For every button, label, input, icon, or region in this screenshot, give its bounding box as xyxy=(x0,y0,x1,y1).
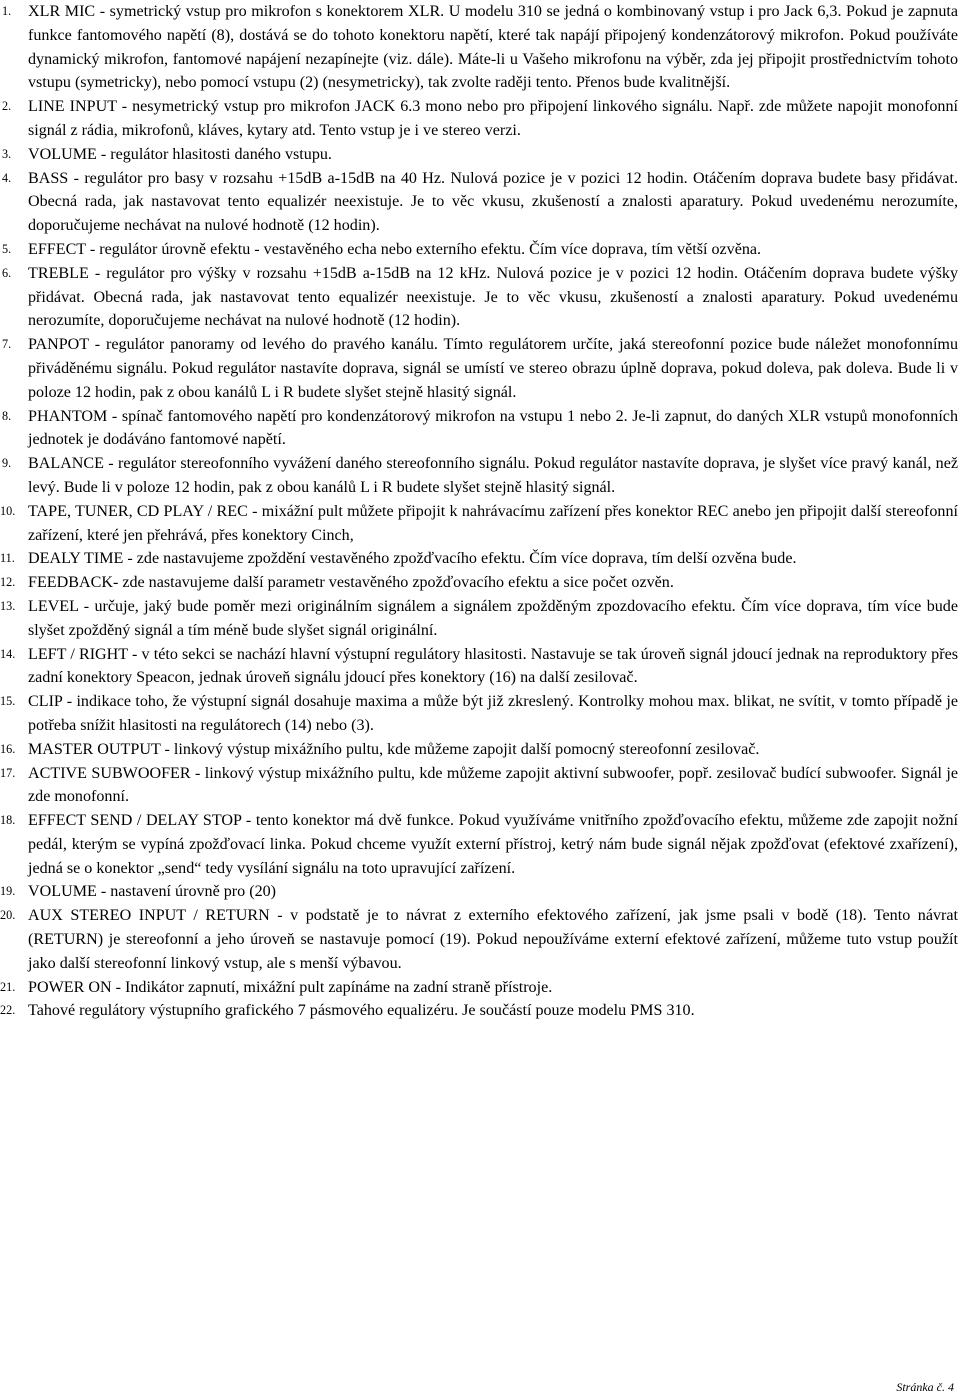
item-text: PHANTOM - spínač fantomového napětí pro kondenzátorový mikrofon na vstupu 1 nebo 2. Je-li zapnut, do daných XLR vstupů monofonních jednotek je dodáváno fantomové napětí. xyxy=(28,407,958,449)
item-text: BALANCE - regulátor stereofonního vyvážení daného stereofonního signálu. Pokud regulátor nastavíte doprava, je slyšet více pravý kanál, než levý. Bude li v poloze 12 hodin, pak z obou kanálů L i R budete slyšet stejně hlasitý signál. xyxy=(28,455,958,496)
list-item xyxy=(0,690,958,738)
list-item xyxy=(0,405,958,453)
item-number: 10. xyxy=(0,503,16,518)
item-number: 12. xyxy=(0,575,16,590)
item-text: MASTER OUTPUT - linkový výstup mixážního pultu, kde můžeme zapojit další pomocný stereofonní zesilovač. xyxy=(28,740,760,758)
item-number: 8. xyxy=(2,408,12,423)
item-number: 7. xyxy=(2,337,12,352)
item-number: 16. xyxy=(0,741,16,756)
list-item xyxy=(0,452,958,500)
item-text: TAPE, TUNER, CD PLAY / REC - mixážní pult můžete připojit k nahrávacímu zařízení přes konektor REC anebo jen připojit další stereofonní zařízení, které jen přehrává, přes konektory Cinch, xyxy=(28,502,958,544)
item-text: CLIP - indikace toho, že výstupní signál dosahuje maxima a může být již zkreslený. Kontrolky mohou max. blikat, ne svítit, v tomto případě je potřeba snížit hlasitosti na regulátorech (14) nebo (3). xyxy=(28,693,958,734)
item-number: 20. xyxy=(0,908,16,923)
list-item xyxy=(0,762,958,810)
item-number: 1. xyxy=(2,4,12,18)
item-text: AUX STEREO INPUT / RETURN - v podstatě je to návrat z externího efektového zařízení, jak jsme psali v bodě (18). Tento návrat (RETURN) je stereofonní a jeho úroveň se nastavuje pomocí (19). Pokud nepoužíváme externí efektové zařízení, můžeme tuto vstup použít jako další stereofonní linkový vstup, ale s menší výbavou. xyxy=(28,907,958,972)
list-item xyxy=(0,643,958,691)
list-item xyxy=(0,904,958,975)
item-number: 4. xyxy=(2,170,12,185)
item-text: VOLUME - nastavení úrovně pro (20) xyxy=(28,883,277,901)
item-text: FEEDBACK- zde nastavujeme další parametr vestavěného zpožďovacího efektu a sice počet ozvěn. xyxy=(28,574,674,592)
item-text: PANPOT - regulátor panoramy od levého do pravého kanálu. Tímto regulátorem určíte, jaká stereofonní pozice bude náležet monofonnímu přiváděnému signálu. Pokud regulátor nastavíte doprava, signál se umístí ve stereo obrazu úplně doprava, pokud doleva, pak doleva. Bude li v poloze 12 hodin, pak z obou kanálů L i R budete slyšet stejně hlasitý signál. xyxy=(28,336,958,401)
list-item xyxy=(0,262,958,333)
list-item xyxy=(0,976,958,1000)
item-text: LINE INPUT - nesymetrický vstup pro mikrofon JACK 6.3 mono nebo pro připojení linkového signálu. Např. zde můžete napojit monofonní signál z rádia, mikrofonů, kláves, kytary atd. Tento vstup je i ve stereo verzi. xyxy=(28,98,958,139)
item-number: 17. xyxy=(0,765,16,780)
item-number: 14. xyxy=(0,646,16,661)
list-item xyxy=(0,500,958,548)
item-text: VOLUME - regulátor hlasitosti daného vstupu. xyxy=(28,145,332,163)
list-item xyxy=(0,571,958,595)
list-item xyxy=(0,999,958,1023)
list-item xyxy=(0,738,958,762)
item-number: 2. xyxy=(2,99,12,114)
item-text: LEFT / RIGHT - v této sekci se nachází hlavní výstupní regulátory hlasitosti. Nastavuje se tak úroveň signál jdoucí jednak na reproduktory přes zadní konektory Speacon, jednak úroveň signálu jdoucí přes konektory (16) na další zesilovač. xyxy=(28,645,958,687)
item-text: EFFECT - regulátor úrovně efektu - vestavěného echa nebo externího efektu. Čím více doprava, tím větší ozvěna. xyxy=(28,240,762,258)
item-number: 19. xyxy=(0,884,16,899)
item-number: 21. xyxy=(0,979,16,994)
item-text: LEVEL - určuje, jaký bude poměr mezi originálním signálem a signálem zpožděným zpozdovacího efektu. Čím více doprava, tím více bude slyšet zpožděný signál a tím méně bude slyšet signál originální. xyxy=(28,597,958,639)
item-number: 15. xyxy=(0,694,16,709)
list-item xyxy=(0,238,958,262)
item-number: 22. xyxy=(0,1003,16,1018)
list-item xyxy=(0,95,958,143)
list-item xyxy=(0,143,958,167)
item-number: 9. xyxy=(2,456,12,471)
list-item xyxy=(0,333,958,404)
list-item xyxy=(0,595,958,643)
item-text: EFFECT SEND / DELAY STOP - tento konektor má dvě funkce. Pokud využíváme vnitřního zpožďovacího efektu, můžeme zde zapojit nožní pedál, kterým se vypíná zpožďovací linka. Pokud chceme využít externí přístroj, ketrý nám bude signál nějak zpožďovat (efektové zxařízení), jedná se o konektor „send“ tedy vysílání signálu na toto upravující zařízení. xyxy=(28,812,958,877)
item-number: 6. xyxy=(2,265,12,280)
item-number: 3. xyxy=(2,146,12,161)
item-text: XLR MIC - symetrický vstup pro mikrofon s konektorem XLR. U modelu 310 se jedná o kombinovaný vstup i pro Jack 6,3. Pokud je zapnuta funkce fantomového napětí (8), dostává se do tohoto konektoru napětí, které tak napájí připojený kondenzátorový mikrofon. Pokud používáte dynamický mikrofon, fantomové napájení nezapínejte (viz. dále). Máte-li u Vašeho mikrofonu na výběr, zda jej připojit prostřednictvím tohoto vstupu (symetricky), nebo pomocí vstupu (2) (nesymetricky), tak zvolte raději tento. Přenos bude kvalitnější. xyxy=(28,3,958,92)
item-number: 18. xyxy=(0,813,16,828)
list-item xyxy=(0,0,958,95)
item-text: ACTIVE SUBWOOFER - linkový výstup mixážního pultu, kde můžeme zapojit aktivní subwoofer, popř. zesilovač budící subwoofer. Signál je zde monofonní. xyxy=(28,764,958,806)
list-item xyxy=(0,880,958,904)
item-text: TREBLE - regulátor pro výšky v rozsahu +15dB a-15dB na 12 kHz. Nulová pozice je v pozici 12 hodin. Otáčením doprava budete výšky přidávat. Obecná rada, jak nastavovat tento equalizér neexistuje. Je to věc vkusu, zkušeností a znalosti aparatury. Pokud uvedenému nerozumíte, doporučujeme nechávat na nulové hodnotě (12 hodin). xyxy=(28,264,958,330)
item-text: DEALY TIME - zde nastavujeme zpoždění vestavěného zpožďvacího efektu. Čím více doprava, tím delší ozvěna bude. xyxy=(28,550,797,568)
item-number: 13. xyxy=(0,598,16,613)
list-item xyxy=(0,547,958,571)
list-item xyxy=(0,167,958,238)
page-number-footer: Stránka č. 4 xyxy=(896,1380,954,1394)
item-text: Tahové regulátory výstupního grafického 7 pásmového equalizéru. Je součástí pouze modelu PMS 310. xyxy=(28,1002,695,1020)
item-number: 11. xyxy=(0,551,15,566)
item-number: 5. xyxy=(2,241,12,256)
item-text: POWER ON - Indikátor zapnutí, mixážní pult zapínáme na zadní straně přístroje. xyxy=(28,978,553,996)
item-text: BASS - regulátor pro basy v rozsahu +15dB a-15dB na 40 Hz. Nulová pozice je v pozici 12 hodin. Otáčením doprava budete basy přidávat. Obecná rada, jak nastavovat tento equalizér neexistuje. Je to věc vkusu, zkušeností a znalosti aparatury. Pokud uvedenému nerozumíte, doporučujeme nechávat na nulové hodnotě (12 hodin). xyxy=(28,169,958,235)
list-item xyxy=(0,809,958,880)
